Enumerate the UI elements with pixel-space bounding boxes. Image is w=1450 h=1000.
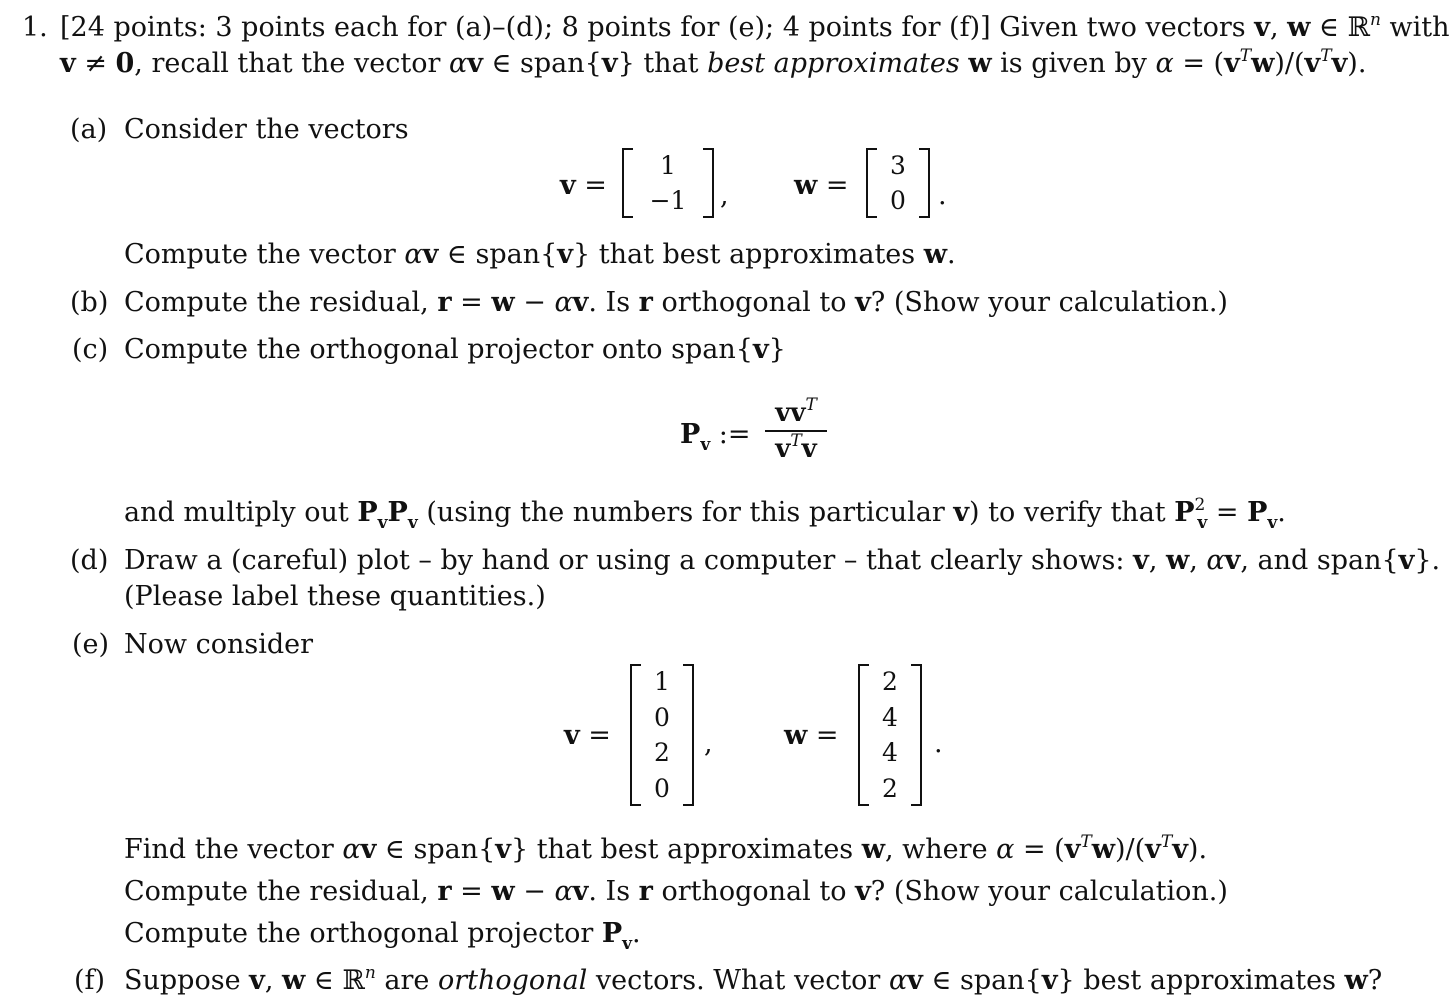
matrix-cell: 1 — [654, 667, 670, 697]
part-d-line1: Draw a (careful) plot – by hand or using a computer – that clearly shows: v, w, αv, and span{v}. — [124, 545, 1441, 576]
matrix-cell: 2 — [882, 667, 898, 697]
part-a-task: Compute the vector αv ∈ span{v} that best approximates w. — [124, 239, 956, 270]
part-c-text: Compute the orthogonal projector onto span{v} — [124, 334, 786, 365]
projector-symbol: $P_v$ := — [680, 419, 751, 455]
part-a-label: (a) — [70, 114, 108, 145]
vector-v-label-a: v = — [560, 170, 607, 201]
part-f-label: (f) — [74, 965, 106, 996]
matrix-cell: 4 — [882, 702, 898, 732]
vector-v-matrix-e — [630, 664, 694, 806]
part-e-label: (e) — [72, 629, 110, 660]
period: . — [934, 728, 943, 759]
matrix-cell: 2 — [882, 773, 898, 803]
part-b-label: (b) — [70, 287, 109, 318]
vector-w-matrix-a — [866, 148, 930, 218]
part-b-text: Compute the residual, r = w − αv. Is r orthogonal to v? (Show your calculation.) — [124, 287, 1228, 318]
part-f-text: Suppose v, w ∈ ℝ$^n$ are orthogonal vectors. What vector αv ∈ span{v} best approximates w? — [124, 963, 1383, 996]
vector-w-label-a: w = — [794, 170, 849, 201]
comma: , — [720, 180, 729, 211]
part-e-intro: Now consider — [124, 629, 313, 660]
matrix-cell: 3 — [890, 151, 906, 180]
part-c-verify: and multiply out $P_vP_v$ (using the numbers for this particular v) to verify that $P^2_v = P_v$. — [124, 495, 1286, 533]
vector-v-label-e: v = — [564, 720, 611, 751]
period: . — [938, 180, 947, 211]
comma: , — [704, 728, 713, 759]
matrix-cell: 0 — [654, 773, 670, 803]
vector-w-matrix-e — [858, 664, 922, 806]
part-e-line3: Compute the orthogonal projector $P_v$. — [124, 918, 641, 954]
problem-number: 1. — [22, 12, 48, 43]
problem-header-line1: [24 points: 3 points each for (a)–(d); 8 points for (e); 4 points for (f)] Given two vectors v, w ∈ ℝ$^n$ with — [60, 10, 1450, 43]
matrix-cell: 1 — [660, 151, 676, 180]
matrix-cell: 4 — [882, 738, 898, 768]
vector-v-matrix-a — [622, 148, 714, 218]
projector-fraction: $vv^T$ $v^Tv$ — [765, 400, 827, 462]
part-e-line2: Compute the residual, r = w − αv. Is r orthogonal to v? (Show your calculation.) — [124, 876, 1228, 907]
vector-w-label-e: w = — [784, 720, 839, 751]
part-e-line1: Find the vector αv ∈ span{v} that best approximates w, where $\alpha = (v^Tw)/(v^Tv)$. — [124, 832, 1208, 865]
part-c-label: (c) — [72, 334, 109, 365]
part-d-label: (d) — [70, 545, 109, 576]
part-a-intro: Consider the vectors — [124, 114, 409, 145]
matrix-cell: −1 — [649, 186, 687, 215]
matrix-cell: 0 — [654, 702, 670, 732]
matrix-cell: 2 — [654, 738, 670, 768]
matrix-cell: 0 — [890, 186, 906, 215]
part-d-line2: (Please label these quantities.) — [124, 581, 546, 612]
problem-header-line2: v ≠ 0, recall that the vector αv ∈ span{v} that best approximates w is given by $\alpha = (v^Tw)/(v^Tv)$. — [60, 46, 1367, 79]
